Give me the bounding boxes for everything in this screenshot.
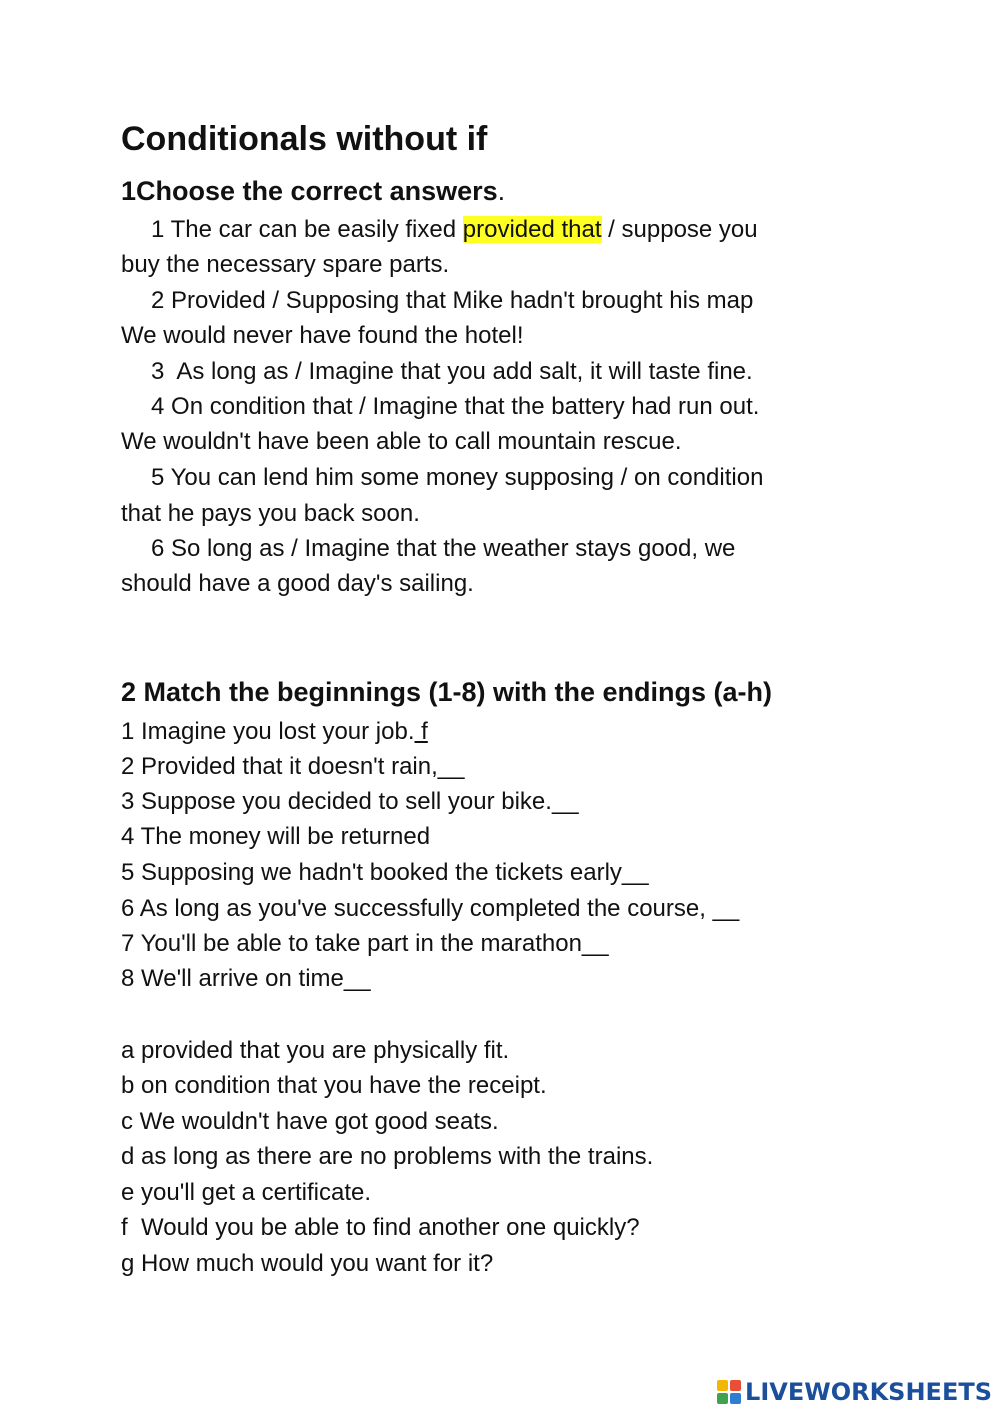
s2-beginning-text: 2 Provided that it doesn't rain, [121,753,438,780]
s1-item-text: Provided / Supposing that Mike hadn't brought his map [171,287,754,314]
liveworksheets-logo[interactable] [717,1378,992,1406]
s2-beginning-text: 6 As long as you've successfully completed the course, [121,895,713,922]
s1-item-3 [151,357,753,387]
s1-item-number: 6 [151,535,165,562]
s2-beginning-3 [121,787,579,817]
section1-heading [121,176,505,207]
s1-item-number: 5 [151,464,165,491]
s1-item-2 [151,286,753,316]
s2-beginning-6 [121,894,739,924]
answer-blank[interactable]: __ [581,930,609,957]
s2-beginning-text: 5 Supposing we hadn't booked the tickets early [121,859,622,886]
s1-item-number: 1 [151,216,165,243]
s1-item-text: / suppose you [601,216,758,243]
s2-beginning-2 [121,752,464,782]
s2-beginning-text: 1 Imagine you lost your job. [121,718,415,745]
s1-item-6 [151,534,735,564]
s1-item-6-cont: should have a good day's sailing. [121,570,474,597]
s1-item-1-cont: buy the necessary spare parts. [121,251,450,278]
highlighted-answer[interactable]: provided that [462,216,602,243]
s2-beginning-text: 3 Suppose you decided to sell your bike. [121,788,552,815]
s2-beginning-text: 4 The money will be returned [121,823,431,850]
s2-beginning-1 [121,717,428,747]
s2-ending-d: d as long as there are no problems with the trains. [121,1143,654,1170]
logo-text: LIVEWORKSHEETS [745,1378,992,1406]
answer-blank[interactable]: __ [437,753,465,780]
s2-ending-c: c We wouldn't have got good seats. [121,1108,499,1135]
s1-item-4-cont: We wouldn't have been able to call mountain rescue. [121,428,682,455]
s2-ending-e: e you'll get a certificate. [121,1179,372,1206]
s1-item-number: 2 [151,287,165,314]
s1-item-4 [151,392,759,422]
s2-beginning-8 [121,964,371,994]
s2-ending-g: g How much would you want for it? [121,1250,494,1277]
s2-ending-f: f Would you be able to find another one quickly? [121,1214,640,1241]
page-title: Conditionals without if [121,120,488,158]
s2-beginning-text: 8 We'll arrive on time [121,965,344,992]
s1-item-text: On condition that / Imagine that the battery had run out. [171,393,760,420]
s2-ending-b: b on condition that you have the receipt. [121,1072,547,1099]
s1-item-text: You can lend him some money supposing / on condition [170,464,764,491]
s2-beginning-text: 7 You'll be able to take part in the marathon [121,930,582,957]
s2-beginning-7 [121,929,609,959]
s2-ending-a: a provided that you are physically fit. [121,1037,510,1064]
s1-item-2-cont: We would never have found the hotel! [121,322,524,349]
section1-heading-text: 1Choose the correct answers [121,176,498,206]
s1-item-text: As long as / Imagine that you add salt, it will taste fine. [171,358,753,385]
s1-item-5-cont: that he pays you back soon. [121,500,420,527]
s1-item-number: 4 [151,393,165,420]
s1-item-text: So long as / Imagine that the weather stays good, we [171,535,736,562]
answer-blank[interactable]: __ [712,895,740,922]
s1-item-text: The car can be easily fixed [170,216,463,243]
s2-beginning-5 [121,858,649,888]
s1-item-number: 3 [151,358,165,385]
answer-blank[interactable]: f [414,718,428,745]
s1-item-1 [151,215,758,245]
s2-beginning-4 [121,822,430,852]
section1-heading-punct: . [497,176,506,206]
s1-item-5 [151,463,763,493]
answer-blank[interactable]: __ [621,859,649,886]
liveworksheets-logo-icon [717,1380,741,1404]
answer-blank[interactable]: __ [343,965,371,992]
section2-heading: 2 Match the beginnings (1-8) with the endings (a-h) [121,677,773,707]
answer-blank[interactable]: __ [551,788,579,815]
